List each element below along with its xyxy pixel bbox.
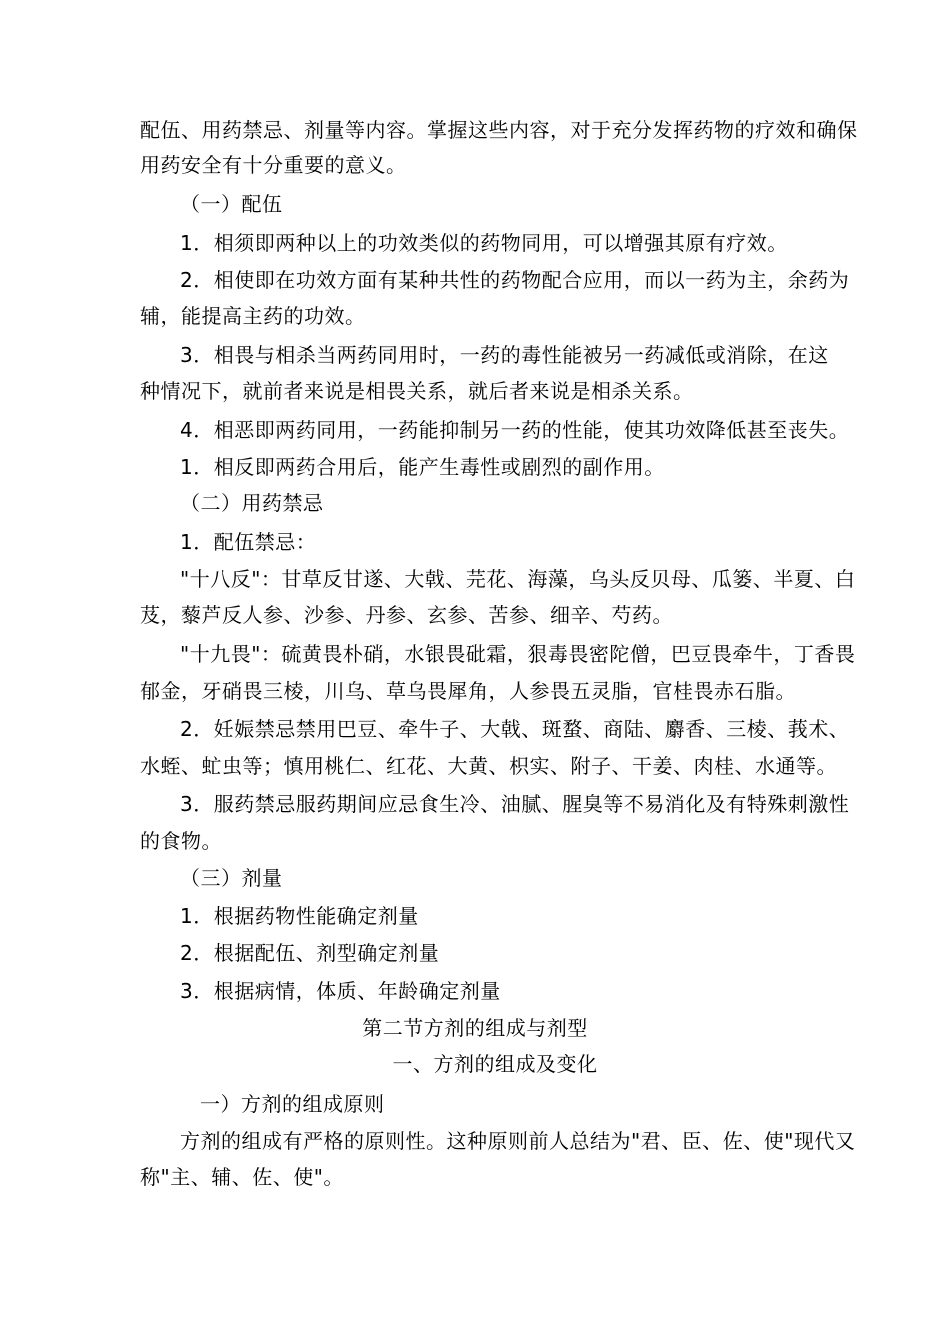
section-heading: （二）用药禁忌 bbox=[180, 491, 324, 515]
section-heading: （一）配伍 bbox=[180, 192, 283, 216]
subsection-heading: 一）方剂的组成原则 bbox=[200, 1092, 385, 1116]
list-item: 4．相恶即两药同用，一药能抑制另一药的性能，使其功效降低甚至丧失。 bbox=[180, 418, 850, 442]
list-item-continuation: 水蛭、虻虫等；慎用桃仁、红花、大黄、枳实、附子、干姜、肉桂、水通等。 bbox=[140, 754, 837, 778]
list-item: 1．相反即两药合用后，能产生毒性或剧烈的副作用。 bbox=[180, 455, 665, 479]
paragraph-line: 配伍、用药禁忌、剂量等内容。掌握这些内容，对于充分发挥药物的疗效和确保 bbox=[140, 118, 858, 142]
list-item: 2．相使即在功效方面有某种共性的药物配合应用，而以一药为主，余药为 bbox=[180, 268, 850, 292]
paragraph-line: 郁金，牙硝畏三棱，川乌、草乌畏犀角，人参畏五灵脂，官桂畏赤石脂。 bbox=[140, 679, 796, 703]
list-item-continuation: 种情况下，就前者来说是相畏关系，就后者来说是相杀关系。 bbox=[140, 379, 694, 403]
chapter-heading: 第二节方剂的组成与剂型 bbox=[362, 1016, 588, 1040]
list-item-continuation: 的食物。 bbox=[140, 829, 222, 853]
list-item: 3．服药禁忌服药期间应忌食生冷、油腻、腥臭等不易消化及有特殊刺激性 bbox=[180, 792, 850, 816]
list-item: 3．根据病情，体质、年龄确定剂量 bbox=[180, 979, 501, 1003]
paragraph-line: "十八反"：甘草反甘遂、大戟、芫花、海藻，乌头反贝母、瓜篓、半夏、白 bbox=[180, 567, 856, 591]
paragraph-line: 称"主、辅、佐、使"。 bbox=[140, 1165, 344, 1189]
list-item-continuation: 辅，能提高主药的功效。 bbox=[140, 304, 366, 328]
paragraph-line: 用药安全有十分重要的意义。 bbox=[140, 153, 407, 177]
list-item: 1．相须即两种以上的功效类似的药物同用，可以增强其原有疗效。 bbox=[180, 231, 788, 255]
paragraph-line: 方剂的组成有严格的原则性。这种原则前人总结为"君、臣、佐、使"现代又 bbox=[180, 1129, 856, 1153]
list-item: 1．配伍禁忌： bbox=[180, 530, 317, 554]
list-item: 3．相畏与相杀当两药同用时，一药的毒性能被另一药减低或消除，在这 bbox=[180, 343, 829, 367]
section-title: 一、方剂的组成及变化 bbox=[392, 1052, 598, 1076]
paragraph-line: "十九畏"：硫黄畏朴硝，水银畏砒霜，狠毒畏密陀僧，巴豆畏牵牛，丁香畏 bbox=[180, 642, 856, 666]
list-item: 2．根据配伍、剂型确定剂量 bbox=[180, 941, 440, 965]
paragraph-line: 芨，藜芦反人参、沙参、丹参、玄参、苦参、细辛、芍药。 bbox=[140, 603, 673, 627]
section-heading: （三）剂量 bbox=[180, 866, 283, 890]
list-item: 1．根据药物性能确定剂量 bbox=[180, 904, 419, 928]
list-item: 2．妊娠禁忌禁用巴豆、牵牛子、大戟、斑蝥、商陆、麝香、三棱、莪术、 bbox=[180, 717, 850, 741]
